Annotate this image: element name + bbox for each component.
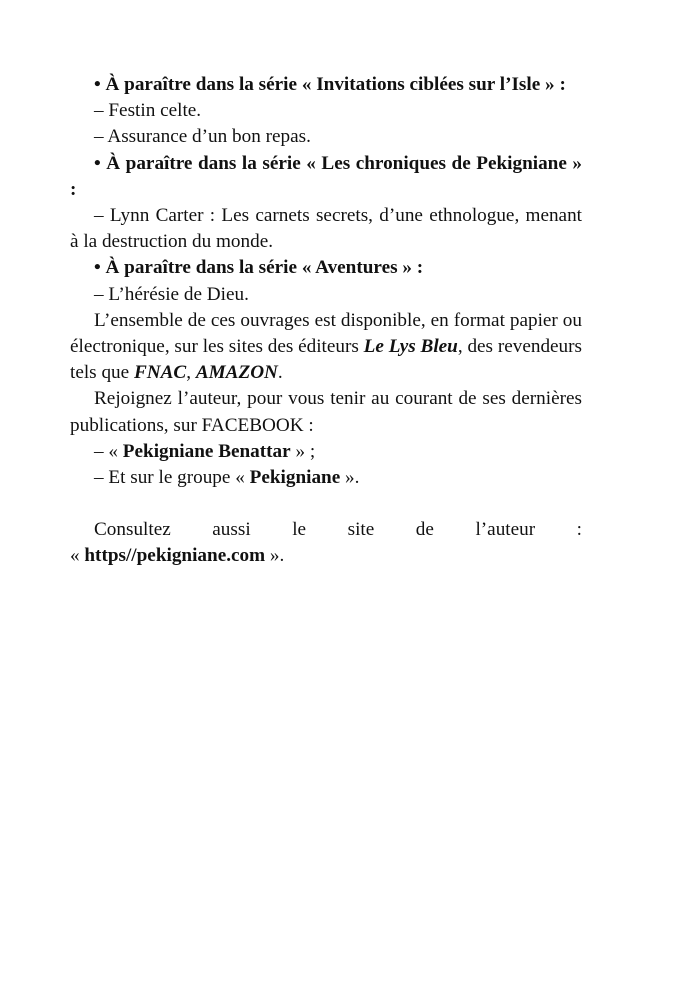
facebook-profile-name: Pekigniane Benattar (122, 440, 291, 462)
bullet: • (94, 152, 101, 174)
publisher-name: Le Lys Bleu (363, 336, 458, 358)
list-item: – Festin celte. (94, 100, 202, 122)
url-prefix: « (70, 545, 85, 567)
facebook-group-line (70, 465, 582, 491)
availability-text-after: . (277, 362, 283, 384)
availability-text-middle: , des revendeurs tels que (70, 336, 583, 384)
website-url: https//pekigniane.com (84, 545, 266, 567)
facebook-profile-line (70, 439, 582, 465)
series-heading-invitations (70, 72, 582, 98)
line-suffix: » ; (290, 440, 316, 462)
bullet: • (94, 74, 101, 95)
facebook-group-name: Pekigniane (249, 467, 341, 489)
series-heading-aventures (70, 255, 582, 281)
availability-text-before: L’ensemble de ces ouvrages est disponible, en format papier ou électronique, sur les sites des éditeurs (70, 309, 582, 358)
availability-paragraph (70, 308, 582, 387)
series-heading-text: À paraître dans la série « Les chroniques de Pekigniane » : (70, 152, 582, 200)
blank-line (70, 491, 582, 517)
line-prefix: – Et sur le groupe « (94, 467, 250, 489)
list-item: – L’hérésie de Dieu. (94, 283, 249, 305)
url-suffix: ». (265, 545, 285, 567)
join-paragraph: Rejoignez l’auteur, pour vous tenir au courant de ses dernières publications, sur FACEBOOK : (70, 388, 582, 436)
consult-paragraph: Consultez aussi le site de l’auteur : (94, 519, 582, 541)
list-item: – Assurance d’un bon repas. (94, 126, 311, 148)
bullet: • (94, 257, 101, 279)
document-page (70, 72, 582, 570)
series-heading-text: À paraître dans la série « Invitations ciblées sur l’Isle » : (105, 74, 566, 95)
line-suffix: ». (340, 467, 360, 489)
reseller-fnac: FNAC (133, 362, 187, 384)
line-prefix: – « (94, 440, 123, 462)
website-line (70, 543, 582, 569)
list-item: – Lynn Carter : Les carnets secrets, d’une ethnologue, menant à la destruction du monde. (70, 205, 582, 253)
series-heading-text: À paraître dans la série « Aventures » : (105, 257, 424, 279)
reseller-amazon: AMAZON (195, 362, 278, 384)
reseller-separator: , (186, 362, 196, 384)
series-heading-chroniques (70, 151, 582, 203)
